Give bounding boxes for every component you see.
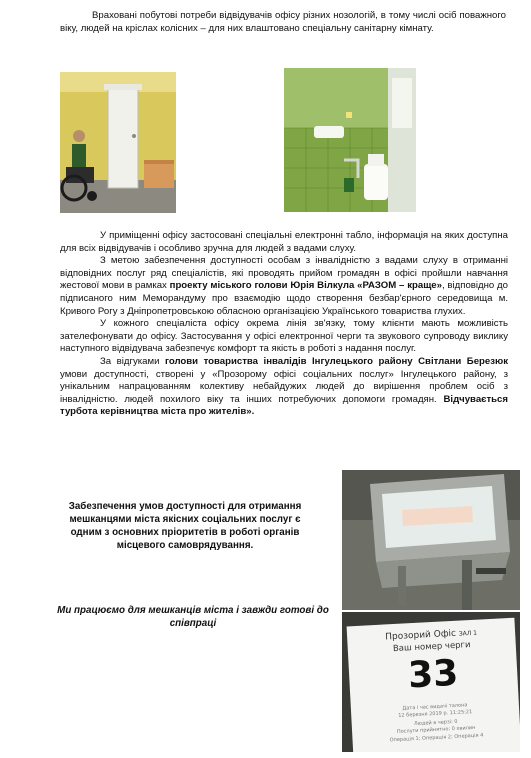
photo-queue-ticket <box>342 612 520 752</box>
ticket-queue-label: Ваш номер черги <box>392 640 471 655</box>
p4-person-name: голови товариства інвалідів Інгулецького району Світлани Березюк <box>164 355 508 367</box>
ticket-line-2: 12 березня 2019 р. 11:25:21 <box>398 709 473 719</box>
paragraph-1: У приміщенні офісу застосовані спеціальні електронні табло, інформація на яких доступна для всіх відвідувачів і особливо зручна для людей з вадами слуху. <box>60 230 508 254</box>
ticket-line-5: Операція 1; Операція 2; Операція 4 <box>389 732 484 744</box>
photo-wheelchair-office <box>60 72 176 213</box>
wheelchair-office-image <box>60 72 176 213</box>
ticket-office: Прозорий Офіс <box>385 628 457 643</box>
intro-paragraph <box>60 10 506 35</box>
caption-accessibility: Забезпечення умов доступності для отримання мешканцями міста якісних соціальних послуг є одним з основних пріоритетів в роботі органів місцевого самоврядування. <box>68 501 302 551</box>
ticket-line-1: Дата і час видачі талона <box>402 702 468 712</box>
ticket-number: 33 <box>407 652 460 697</box>
p2-project-name: проекту міського голови Юрія Вілкула «РАЗОМ – краще» <box>169 280 442 292</box>
p4-text-a: За відгуками <box>100 355 165 367</box>
ticket-paper <box>347 618 520 752</box>
p4-closing: Відчувається турбота керівництва міста про жителів». <box>60 393 508 418</box>
p4-text-c: умови доступності, створені у «Прозорому офісі соціальних послуг» Інгулецького району, з унікальним напрацюванням колективу небайдужих людей до вирішення проблем осіб з інвалідністю. людей похилого віку та інших потребуючих допомоги громадян. <box>60 368 508 405</box>
main-text <box>60 230 508 419</box>
paragraph-2 <box>60 255 508 318</box>
ticket-line-4: Послуги прийнятно: 0 хвилин <box>396 724 476 735</box>
photo-queue-kiosk <box>342 470 520 610</box>
paragraph-4 <box>60 356 508 419</box>
intro-text: Враховані побутові потреби відвідувачів офісу різних нозологій, в тому числі осіб поважного віку, людей на кріслах колісних – для них влаштовано спеціальну санітарну кімнату. <box>60 10 506 34</box>
caption-ready-to-cooperate: Ми працюємо для мешканців міста і завжди готові до співпраці <box>57 605 329 629</box>
p2-text-c: , відповідно до підписаного ним Меморандуму про взаємодію щодо створення безбар'єрного середовища м. Кривого Рогу з Дніпропетровською обласною організацією Українського товариства глухих. <box>60 280 508 317</box>
p2-text-a: З метою забезпечення доступності особам з інвалідністю з вадами слуху в отриманні відповідних послуг ряд спеціалістів, які проводять прийом громадян в офісі пройшли навчання жестової мови в рамках <box>60 255 508 292</box>
paragraph-3: У кожного спеціаліста офісу окрема лінія зв'язку, тому клієнти мають можливість зателефонувати до офісу. Застосування у офісі електронної черги та звукового супроводу виклику наступного відвідувача забезпечує комфорт та якість в роботі з надання послуг. <box>60 318 508 355</box>
photo-accessible-restroom <box>284 68 416 212</box>
restroom-image <box>284 68 416 212</box>
ticket-zal: ЗАЛ 1 <box>458 629 478 638</box>
ticket-line-3: Людей в черзі: 0 <box>413 718 458 728</box>
kiosk-image <box>342 470 520 610</box>
